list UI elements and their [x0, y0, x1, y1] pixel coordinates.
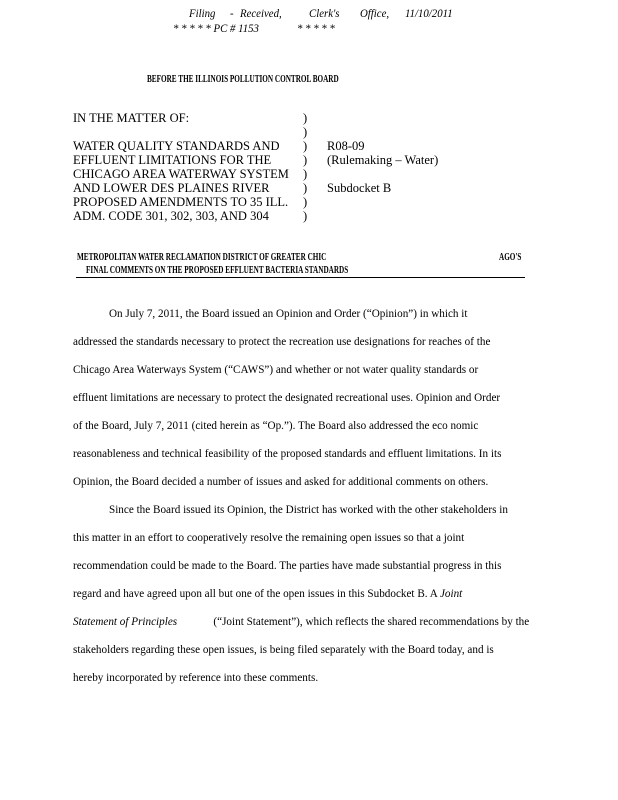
- doc-heading-line1: METROPOLITAN WATER RECLAMATION DISTRICT OF GREATER CHIC: [77, 252, 327, 263]
- joint-statement-italic-2: Statement of Principles: [73, 614, 178, 628]
- caption-line: ADM. CODE 301, 302, 303, AND 304: [73, 209, 269, 223]
- body-line: Since the Board issued its Opinion, the District has worked with the other stakeholders in: [109, 502, 508, 516]
- board-title: BEFORE THE ILLINOIS POLLUTION CONTROL BOARD: [147, 74, 339, 85]
- body-line: Opinion, the Board decided a number of issues and asked for additional comments on others.: [73, 474, 489, 488]
- body-line-text: (“Joint Statement”), which reflects the shared recommendations by the: [213, 614, 530, 628]
- filing-stamp-filing: Filing: [189, 6, 216, 20]
- caption-bracket: ): [303, 209, 308, 223]
- caption-left: [73, 111, 289, 223]
- body-line: [73, 614, 529, 629]
- caption-line: AND LOWER DES PLAINES RIVER: [73, 181, 270, 195]
- caption-bracket: ): [303, 139, 308, 153]
- caption-brackets: [303, 111, 307, 223]
- filing-stamp-pc-number: * * * * * PC # 1153: [173, 21, 259, 35]
- filing-stamp-office: Office,: [360, 6, 390, 20]
- caption-right-line: [327, 195, 438, 209]
- body-line: this matter in an effort to cooperatively resolve the remaining open issues so that a joint: [73, 530, 465, 544]
- body-line: addressed the standards necessary to protect the recreation use designations for reaches of the: [73, 334, 491, 348]
- caption-right-line: [327, 209, 438, 223]
- caption-bracket: ): [303, 153, 308, 167]
- docket-number: R08-09: [327, 139, 365, 153]
- caption-line: EFFLUENT LIMITATIONS FOR THE: [73, 153, 272, 167]
- body-line: stakeholders regarding these open issues, is being filed separately with the Board today, and is: [73, 642, 494, 656]
- caption-line: CHICAGO AREA WATERWAY SYSTEM: [73, 167, 289, 181]
- caption-line: [73, 125, 289, 139]
- filing-stamp-stars: * * * * *: [297, 21, 335, 35]
- caption-right: [327, 111, 438, 223]
- body-line: hereby incorporated by reference into these comments.: [73, 670, 319, 684]
- body-line: reasonableness and technical feasibility of the proposed standards and effluent limitations. In its: [73, 446, 502, 460]
- caption-right-line: [327, 125, 438, 139]
- body-line: recommendation could be made to the Board. The parties have made substantial progress in this: [73, 558, 502, 572]
- rulemaking-type: (Rulemaking – Water): [327, 153, 439, 167]
- body-line: effluent limitations are necessary to protect the designated recreational uses. Opinion and Order: [73, 390, 501, 404]
- body-line: of the Board, July 7, 2011 (cited herein as “Op.”). The Board also addressed the eco nomic: [73, 418, 479, 432]
- heading-underline: [76, 277, 525, 278]
- caption-line: IN THE MATTER OF:: [73, 111, 190, 125]
- caption-bracket: ): [303, 111, 308, 125]
- filing-stamp-dash: -: [230, 6, 234, 20]
- filing-stamp-received: Received,: [240, 6, 282, 20]
- doc-heading-line2: FINAL COMMENTS ON THE PROPOSED EFFLUENT BACTERIA STANDARDS: [86, 265, 349, 276]
- caption-line: WATER QUALITY STANDARDS AND: [73, 139, 280, 153]
- filing-stamp-date: 11/10/2011: [405, 6, 453, 20]
- filing-stamp-clerks: Clerk's: [309, 6, 340, 20]
- caption-bracket: ): [303, 195, 308, 209]
- caption-right-line: [327, 111, 438, 125]
- caption-bracket: ): [303, 167, 308, 181]
- caption-bracket: ): [303, 125, 308, 139]
- subdocket: Subdocket B: [327, 181, 392, 195]
- caption-right-line: [327, 167, 438, 181]
- doc-heading-line1-end: AGO'S: [499, 252, 522, 263]
- body-line-text: regard and have agreed upon all but one of the open issues in this Subdocket B. A: [73, 586, 438, 600]
- caption-line: PROPOSED AMENDMENTS TO 35 ILL.: [73, 195, 289, 209]
- body-line: [73, 586, 462, 601]
- body-line: On July 7, 2011, the Board issued an Opinion and Order (“Opinion”) in which it: [109, 306, 468, 320]
- caption-bracket: ): [303, 181, 308, 195]
- joint-statement-italic-1: Joint: [439, 586, 463, 600]
- body-line: Chicago Area Waterways System (“CAWS”) and whether or not water quality standards or: [73, 362, 479, 376]
